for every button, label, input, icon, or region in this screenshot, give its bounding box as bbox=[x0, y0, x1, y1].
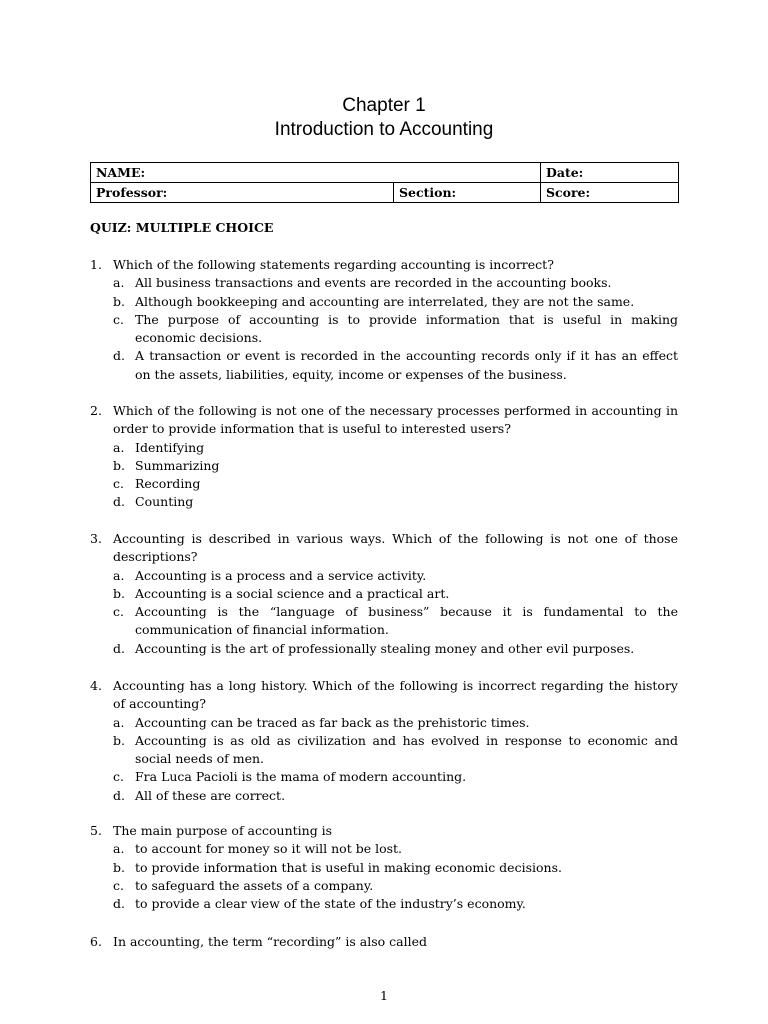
option bbox=[90, 585, 678, 603]
question-text: The main purpose of accounting is bbox=[113, 823, 333, 838]
option-letter: d. bbox=[113, 494, 125, 510]
option bbox=[90, 640, 678, 658]
question-text: Which of the following is not one of the necessary processes performed in accounting in order to provide information that is useful to interested users? bbox=[113, 403, 678, 437]
question-number: 2. bbox=[90, 403, 102, 418]
question-6 bbox=[90, 933, 678, 951]
date-field: Date: bbox=[541, 163, 679, 183]
option-letter: a. bbox=[113, 714, 125, 730]
option-text: to account for money so it will not be lost. bbox=[135, 841, 403, 857]
option-letter: c. bbox=[113, 604, 124, 620]
option-letter: d. bbox=[113, 348, 125, 364]
question-number: 1. bbox=[90, 257, 102, 272]
option-text: Although bookkeeping and accounting are interrelated, they are not the same. bbox=[135, 293, 635, 309]
option-text: The purpose of accounting is to provide information that is useful in making economic decisions. bbox=[135, 311, 678, 346]
option-letter: d. bbox=[113, 640, 125, 656]
question-number: 6. bbox=[90, 934, 102, 949]
option-text: Fra Luca Pacioli is the mama of modern accounting. bbox=[135, 769, 467, 785]
option-text: Recording bbox=[135, 476, 201, 492]
question-number: 4. bbox=[90, 678, 102, 693]
question-text: Accounting is described in various ways. Which of the following is not one of those descriptions? bbox=[113, 531, 678, 565]
option-text: to provide a clear view of the state of the industry’s economy. bbox=[135, 896, 526, 912]
option-letter: c. bbox=[113, 476, 124, 492]
option-text: Summarizing bbox=[135, 457, 220, 473]
option-letter: b. bbox=[113, 859, 125, 875]
professor-field: Professor: bbox=[91, 183, 394, 203]
option-text: Accounting is a process and a service activity. bbox=[135, 567, 427, 583]
option bbox=[90, 347, 678, 384]
option bbox=[90, 475, 678, 493]
option-letter: a. bbox=[113, 567, 125, 583]
option bbox=[90, 293, 678, 311]
question-number: 5. bbox=[90, 823, 102, 838]
option-letter: d. bbox=[113, 896, 125, 912]
option-letter: b. bbox=[113, 457, 125, 473]
option-text: All business transactions and events are recorded in the accounting books. bbox=[135, 275, 612, 291]
option bbox=[90, 768, 678, 786]
option-text: Counting bbox=[135, 494, 194, 510]
student-info-table bbox=[90, 162, 679, 203]
chapter-number: Chapter 1 bbox=[342, 95, 426, 116]
option bbox=[90, 787, 678, 805]
option bbox=[90, 274, 678, 292]
option-text: Accounting is as old as civilization and has evolved in response to economic and social needs of men. bbox=[135, 732, 678, 767]
option bbox=[90, 603, 678, 640]
option bbox=[90, 567, 678, 585]
option-text: Accounting is the “language of business” because it is fundamental to the communication of financial information. bbox=[135, 604, 678, 638]
option-text: Accounting can be traced as far back as the prehistoric times. bbox=[135, 714, 530, 730]
option-text: to safeguard the assets of a company. bbox=[135, 877, 374, 893]
option-letter: c. bbox=[113, 877, 124, 893]
question-text: Which of the following statements regarding accounting is incorrect? bbox=[113, 257, 554, 272]
option-letter: b. bbox=[113, 293, 125, 309]
option-text: to provide information that is useful in making economic decisions. bbox=[135, 859, 562, 875]
option-letter: a. bbox=[113, 841, 125, 857]
option-letter: a. bbox=[113, 439, 125, 455]
option-letter: c. bbox=[113, 769, 124, 785]
question-1 bbox=[90, 256, 678, 384]
option-letter: d. bbox=[113, 787, 125, 803]
option bbox=[90, 493, 678, 511]
option-letter: c. bbox=[113, 311, 124, 327]
question-number: 3. bbox=[90, 531, 102, 546]
question-text: Accounting has a long history. Which of the following is incorrect regarding the history of accounting? bbox=[113, 678, 678, 712]
score-field: Score: bbox=[541, 183, 679, 203]
option-text: Accounting is a social science and a practical art. bbox=[135, 585, 450, 601]
option-letter: b. bbox=[113, 732, 125, 748]
question-5 bbox=[90, 822, 678, 913]
question-text: In accounting, the term “recording” is also called bbox=[113, 934, 428, 949]
page-number: 1 bbox=[380, 988, 388, 1003]
option bbox=[90, 732, 678, 769]
section-field: Section: bbox=[394, 183, 541, 203]
option-text: Accounting is the art of professionally stealing money and other evil purposes. bbox=[135, 640, 635, 656]
option bbox=[90, 877, 678, 895]
quiz-heading: QUIZ: MULTIPLE CHOICE bbox=[90, 220, 274, 235]
option-letter: a. bbox=[113, 275, 125, 291]
option bbox=[90, 439, 678, 457]
option-text: Identifying bbox=[135, 439, 205, 455]
option-text: All of these are correct. bbox=[135, 787, 286, 803]
option-text: A transaction or event is recorded in the accounting records only if it has an effect on the assets, liabilities, equity, income or expenses of the business. bbox=[135, 348, 678, 382]
chapter-title: Introduction to Accounting bbox=[274, 119, 494, 140]
name-field: NAME: bbox=[91, 163, 541, 183]
option bbox=[90, 840, 678, 858]
option-letter: b. bbox=[113, 585, 125, 601]
option bbox=[90, 859, 678, 877]
question-2 bbox=[90, 402, 678, 512]
question-3 bbox=[90, 530, 678, 658]
option bbox=[90, 311, 678, 348]
option bbox=[90, 457, 678, 475]
option bbox=[90, 714, 678, 732]
question-4 bbox=[90, 677, 678, 805]
option bbox=[90, 895, 678, 913]
